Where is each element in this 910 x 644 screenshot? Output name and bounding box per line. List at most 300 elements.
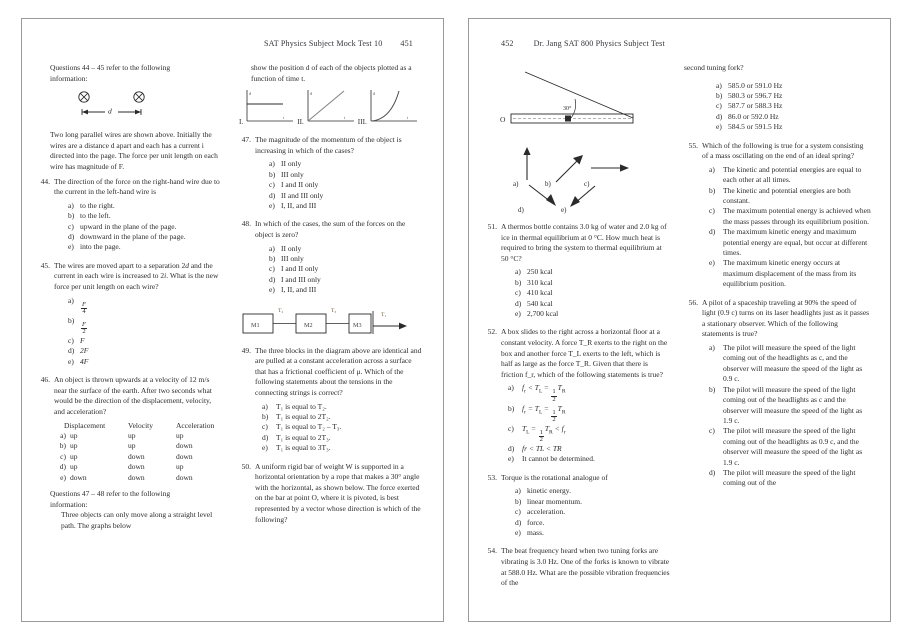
q45-part-a: The wires are moved apart to a separation 2 xyxy=(54,260,186,270)
question-54 xyxy=(483,546,670,588)
frac-numerator: 1 xyxy=(552,388,556,396)
choice-text: III only xyxy=(281,254,304,263)
choice-48-a[interactable] xyxy=(269,244,424,254)
question-46 xyxy=(36,375,223,417)
choice-47-c[interactable] xyxy=(269,180,424,190)
page-452-column-1 xyxy=(483,63,670,592)
row-label: b) xyxy=(59,441,66,451)
choice-52-a[interactable] xyxy=(508,383,670,403)
choice-49-b[interactable] xyxy=(262,412,424,422)
vector-label-e: e) xyxy=(561,206,567,214)
choice-text: to the left. xyxy=(80,211,111,221)
choice-51-a[interactable] xyxy=(515,267,670,277)
choice-label: e) xyxy=(716,122,722,132)
choice-55-c[interactable] xyxy=(709,206,871,227)
choice-47-a[interactable] xyxy=(269,159,424,169)
choice-text: The pilot will measure the speed of the light coming out of the xyxy=(723,467,856,488)
choice-47-b[interactable] xyxy=(269,170,424,180)
choice-44-b[interactable] xyxy=(68,211,223,221)
table-row[interactable] xyxy=(50,452,223,462)
choice-text: upward in the plane of the page. xyxy=(80,221,177,231)
q45-part-c: and the current in each wire is increased to 2 xyxy=(54,260,213,281)
choice-text: The maximum potential energy is achieved when the mass passes through its equilibrium position. xyxy=(723,206,871,226)
question-55-text: Which of the following is true for a system consisting of a mass oscillating on the end of an ideal spring? xyxy=(702,140,864,161)
question-49-number: 49. xyxy=(241,345,251,355)
intro-47-48-body: Three objects can only move along a straight level path. The graphs below xyxy=(61,510,213,530)
row-label: c) xyxy=(60,451,66,461)
choice-56-a[interactable] xyxy=(709,343,871,385)
choice-text: T₁ is equal to 3T₃. xyxy=(276,443,331,453)
question-52-choices xyxy=(483,383,670,464)
cell-velocity: down xyxy=(128,472,145,482)
choice-48-d[interactable] xyxy=(269,275,424,285)
choice-52-c[interactable] xyxy=(508,424,670,444)
question-44-choices xyxy=(36,201,223,253)
choice-47-d[interactable] xyxy=(269,191,424,201)
question-50 xyxy=(237,462,424,526)
choice-label: c) xyxy=(709,426,715,436)
cell-velocity: up xyxy=(128,430,136,440)
choice-label: b) xyxy=(515,496,522,506)
choice-label: a) xyxy=(68,295,74,305)
choice-label: e) xyxy=(68,356,74,366)
wire-distance-label: d xyxy=(108,106,112,116)
choice-55-e[interactable] xyxy=(709,258,871,289)
choice-text: II only xyxy=(281,159,302,169)
intro-47-48-cont-text: show the position d of each of the objects plotted as a function of time t. xyxy=(251,63,412,83)
choice-label: b) xyxy=(68,211,75,221)
q45-var-d: d xyxy=(185,260,189,270)
cell-displacement: down xyxy=(70,472,87,482)
choice-55-a[interactable] xyxy=(709,165,871,186)
choice-expression xyxy=(522,383,670,403)
choice-text: I and II only xyxy=(281,264,319,274)
question-48-number: 48. xyxy=(241,219,251,229)
choice-text: T₁ is equal to 2T₃. xyxy=(276,432,331,442)
choice-text: into the page. xyxy=(80,242,121,252)
choice-55-b[interactable] xyxy=(709,186,871,207)
choice-label: e) xyxy=(269,201,275,210)
choice-text: The pilot will measure the speed of the light coming out of the headlights as c and the observer will measure the speed of the light as 1.9 c. xyxy=(723,384,863,425)
cell-velocity: down xyxy=(128,451,145,461)
choice-label: d) xyxy=(262,432,269,442)
choice-label: d) xyxy=(709,227,716,237)
choice-label: a) xyxy=(269,243,275,253)
choice-text: 2,700 kcal xyxy=(527,309,559,318)
cell-displacement: up xyxy=(70,462,78,472)
expr-subscript: r xyxy=(524,388,526,395)
question-54-number: 54. xyxy=(487,546,497,556)
expr-symbol: T xyxy=(557,383,562,393)
question-48-choices xyxy=(237,244,424,296)
figure-parallel-wires xyxy=(36,88,223,122)
choice-text: 580.3 or 596.7 Hz xyxy=(728,91,783,100)
vector-label-c: c) xyxy=(584,180,590,188)
question-54-choices xyxy=(684,81,871,133)
question-50-text: A uniform rigid bar of weight W is supported in a horizontal orientation by a rope that makes a 30° angle with the horizontal, as shown below. The force exerted on the bar at point O, where it is pivoted, is best represented by a vector whose direction is which of the following? xyxy=(255,461,421,524)
expr-equals: = xyxy=(542,383,551,393)
intro-44-45-line2: information: xyxy=(50,73,88,83)
choice-fraction xyxy=(80,296,223,316)
column-header-displacement: Displacement xyxy=(64,420,106,430)
question-55 xyxy=(684,141,871,162)
choice-label: b) xyxy=(68,315,75,325)
three-blocks-svg xyxy=(241,304,416,338)
choice-text: I and III only xyxy=(281,274,321,284)
choice-56-c[interactable] xyxy=(709,426,871,468)
graph-II xyxy=(297,88,356,126)
row-label: e) xyxy=(60,472,66,482)
question-52 xyxy=(483,327,670,380)
expr-subscript: R xyxy=(561,388,566,395)
choice-51-d[interactable] xyxy=(515,299,670,309)
vector-label-a: a) xyxy=(513,180,519,188)
choice-label: d) xyxy=(716,111,723,121)
choice-label: c) xyxy=(68,221,74,231)
choice-text: 587.7 or 588.3 Hz xyxy=(728,101,783,111)
bar-angle-label: 30° xyxy=(563,106,572,112)
question-49-choices xyxy=(237,402,424,454)
question-48-text: In which of the cases, the sum of the forces on the object is zero? xyxy=(255,219,406,239)
choice-label: b) xyxy=(508,403,515,413)
choice-54-d[interactable] xyxy=(716,112,871,122)
choice-text: II only xyxy=(281,243,302,253)
question-54-text: The beat frequency heard when two tuning forks are vibrating is 3.0 Hz. One of the forks is known to vibrate at 588.0 Hz. What are the possible vibration frequencies of the xyxy=(501,546,670,588)
graph-II-svg xyxy=(304,88,356,126)
frac-denominator: 2 xyxy=(539,436,543,444)
running-head-left xyxy=(22,39,443,53)
choice-51-b[interactable] xyxy=(515,278,670,288)
graph-I xyxy=(239,88,295,126)
choice-text: The maximum kinetic energy occurs at maximum displacement of the mass from its equilibrium position. xyxy=(723,258,857,289)
question-47-number: 47. xyxy=(241,135,251,145)
choice-53-d[interactable] xyxy=(515,518,670,528)
block-label-M1: M1 xyxy=(251,321,260,329)
question-53-choices xyxy=(483,486,670,538)
row-label: d) xyxy=(59,462,66,472)
choice-label: a) xyxy=(709,343,715,353)
choice-text: T₁ is equal to T₂ – T₃. xyxy=(276,422,342,432)
svg-text:t: t xyxy=(343,115,345,121)
choice-51-c[interactable] xyxy=(515,288,670,298)
svg-text:t: t xyxy=(283,115,285,121)
choice-53-b[interactable] xyxy=(515,497,670,507)
choice-45-d[interactable] xyxy=(68,346,223,356)
intro-47-48-line2: information: xyxy=(50,499,88,509)
graph-I-label: I. xyxy=(239,118,244,127)
choice-54-b[interactable] xyxy=(716,91,871,101)
choice-label: c) xyxy=(262,422,268,432)
table-header-row xyxy=(50,421,223,431)
choice-49-a[interactable] xyxy=(262,402,424,412)
question-52-number: 52. xyxy=(487,327,497,337)
choice-44-d[interactable] xyxy=(68,232,223,242)
vector-label-b: b) xyxy=(545,180,551,188)
expr-symbol: T xyxy=(544,423,550,433)
question-47-text: The magnitude of the momentum of the object is increasing in which of the cases? xyxy=(255,135,402,155)
choice-text: The pilot will measure the speed of the light coming out of the headlights as c, and the observer will measure the speed of the light as 0.9 c. xyxy=(723,343,863,384)
choice-45-e[interactable] xyxy=(68,357,223,367)
question-53 xyxy=(483,473,670,484)
bar-pivot-label: O xyxy=(500,115,506,124)
question-51-choices xyxy=(483,267,670,319)
expr-relation: < T xyxy=(525,383,539,393)
page-number-452: 452 xyxy=(501,39,514,48)
choice-text: 410 kcal xyxy=(527,288,553,298)
choice-56-b[interactable] xyxy=(709,385,871,427)
table-row[interactable] xyxy=(50,462,223,472)
running-head-title: Dr. Jang SAT 800 Physics Subject Test xyxy=(533,39,665,48)
figure-pivoted-bar xyxy=(483,66,670,136)
figure-three-blocks xyxy=(241,304,424,338)
cell-acceleration: down xyxy=(176,472,193,482)
intro-44-45-body xyxy=(36,130,223,172)
choice-53-c[interactable] xyxy=(515,507,670,517)
choice-label: c) xyxy=(269,180,275,190)
question-51 xyxy=(483,222,670,264)
graph-I-svg xyxy=(243,88,295,126)
expr-symbol: T xyxy=(522,423,527,433)
choice-49-d[interactable] xyxy=(262,433,424,443)
frac-denominator: 2 xyxy=(552,395,556,403)
question-44-text: The direction of the force on the right-hand wire due to the current in the left-hand wire is xyxy=(54,176,220,197)
choice-label: b) xyxy=(709,185,716,195)
cell-velocity: up xyxy=(128,441,136,451)
expr-relation: = T xyxy=(525,403,539,413)
question-56-text: A pilot of a spaceship traveling at 90% the speed of light (0.9 c) turns on its laser headlights just as it passes a stationary observer. Which of the following statements is true? xyxy=(702,297,870,339)
choice-label: c) xyxy=(709,206,715,216)
choice-label: d) xyxy=(709,467,716,477)
choice-52-d[interactable] xyxy=(508,444,670,454)
choice-text: I, II, and III xyxy=(281,201,317,210)
choice-text: 584.5 or 591.5 Hz xyxy=(728,122,783,132)
choice-label: a) xyxy=(508,383,514,393)
question-56-choices xyxy=(684,343,871,489)
frac-denominator: 2 xyxy=(552,416,556,424)
choice-expression xyxy=(522,424,670,444)
choice-text: The pilot will measure the speed of the light coming out of the headlights as 0.9 c, and the observer will measure the speed of the light as 1.9 c. xyxy=(723,426,863,467)
question-50-number: 50. xyxy=(241,461,251,471)
choice-54-a[interactable] xyxy=(716,81,871,91)
choice-text: The kinetic and potential energies are both constant. xyxy=(723,185,851,206)
page-451-columns xyxy=(22,53,443,535)
choice-text: The kinetic and potential energies are equal to each other at all times. xyxy=(723,164,862,185)
figure-vector-choices xyxy=(483,142,670,214)
choice-44-e[interactable] xyxy=(68,242,223,252)
choice-text: F xyxy=(80,335,85,345)
choice-label: e) xyxy=(508,454,514,464)
expr-tail: < f xyxy=(552,423,564,433)
figure-position-time-graphs xyxy=(239,88,424,126)
choice-55-d[interactable] xyxy=(709,227,871,258)
choice-text: linear momentum. xyxy=(527,496,582,506)
expr-subscript: R xyxy=(561,409,566,416)
q45-part-e: . What is the new force per unit length on each wire? xyxy=(54,271,219,291)
choice-text: T₁ is equal to T₂. xyxy=(276,401,327,411)
cell-acceleration: down xyxy=(176,451,193,461)
choice-49-c[interactable] xyxy=(262,422,424,432)
cell-acceleration: up xyxy=(176,462,184,472)
choice-label: b) xyxy=(262,412,269,421)
block-label-M3: M3 xyxy=(353,321,362,329)
choice-text: 310 kcal xyxy=(527,277,553,287)
choice-label: d) xyxy=(269,274,276,284)
choice-52-e[interactable] xyxy=(508,454,670,464)
choice-text: T₁ is equal to 2T₂. xyxy=(276,412,331,421)
choice-expression xyxy=(522,404,670,424)
page-451 xyxy=(21,18,444,622)
row-label: a) xyxy=(60,430,66,440)
choice-label: a) xyxy=(262,401,268,411)
choice-label: a) xyxy=(68,200,74,210)
table-row[interactable] xyxy=(50,473,223,483)
cell-velocity: down xyxy=(128,462,145,472)
choice-51-e[interactable] xyxy=(515,309,670,319)
choice-text: 86.0 or 592.0 Hz xyxy=(728,111,779,121)
intro-47-48 xyxy=(36,489,223,531)
choice-54-c[interactable] xyxy=(716,101,871,111)
choice-text: 4F xyxy=(80,356,89,366)
question-46-text: An object is thrown upwards at a velocity of 12 m/s near the surface of the earth. After two seconds what would be the direction of the displacement, velocity, and acceleration? xyxy=(54,375,212,416)
choice-47-e[interactable] xyxy=(269,201,424,211)
choice-label: d) xyxy=(508,443,515,453)
question-53-number: 53. xyxy=(487,472,497,482)
intro-44-45-line1: Questions 44 – 45 refer to the following xyxy=(50,63,171,72)
choice-label: d) xyxy=(68,231,75,241)
tension-label-T3: T₃ xyxy=(331,307,337,314)
page-451-column-2 xyxy=(237,63,424,535)
question-51-text: A thermos bottle contains 3.0 kg of water and 2.0 kg of ice in thermal equilibrium at 0 °C. How much heat is required to bring the system to thermal equilibrium at 50 °C? xyxy=(501,222,667,263)
tension-label-T1: T₁ xyxy=(381,311,387,318)
choice-label: b) xyxy=(269,169,276,179)
intro-44-45-body-text: Two long parallel wires are shown above. Initially the wires are a distance d apart and each has a current i directed into the page. The force per unit length on each wire has magnitude of F. xyxy=(50,130,218,171)
graph-III-label: III. xyxy=(357,118,367,127)
frac-denominator: 2 xyxy=(82,328,86,336)
choice-label: e) xyxy=(269,285,275,295)
choice-label: c) xyxy=(515,288,521,298)
choice-text: II and III only xyxy=(281,190,324,200)
graph-III xyxy=(358,88,419,126)
choice-45-b[interactable] xyxy=(68,316,223,336)
choice-48-b[interactable] xyxy=(269,254,424,264)
choice-fraction xyxy=(80,316,223,336)
frac-numerator: F xyxy=(82,300,87,308)
question-52-text: A box slides to the right across a horizontal floor at a constant velocity. A force T_R exerts to the right on the box and another force T_L exerts to the left, which is half as large as the force T_R. Given that there is friction f_r, which of the following statements is true? xyxy=(501,327,668,379)
choice-label: e) xyxy=(709,258,715,268)
choice-label: a) xyxy=(515,486,521,496)
expr-subscript: R xyxy=(549,429,553,436)
question-56-number: 56. xyxy=(688,297,698,307)
question-55-choices xyxy=(684,165,871,290)
question-45-text xyxy=(54,261,223,293)
choice-44-a[interactable] xyxy=(68,201,223,211)
cell-displacement: up xyxy=(70,451,78,461)
expr-subscript: r xyxy=(524,409,526,416)
choice-text: 585.0 or 591.0 Hz xyxy=(728,80,783,90)
expr-relation: = xyxy=(529,423,538,433)
frac-numerator: F xyxy=(82,320,87,328)
choice-label: e) xyxy=(262,443,268,453)
choice-label: d) xyxy=(515,517,522,527)
choice-text: 2F xyxy=(80,346,89,356)
choice-label: c) xyxy=(515,507,521,517)
choice-53-e[interactable] xyxy=(515,528,670,538)
choice-text: I and II only xyxy=(281,180,319,190)
question-47-choices xyxy=(237,159,424,211)
question-44 xyxy=(36,177,223,198)
choice-54-e[interactable] xyxy=(716,122,871,132)
choice-label: d) xyxy=(269,190,276,200)
question-54-continued: second tuning fork? xyxy=(684,63,744,72)
frac-numerator: 1 xyxy=(552,408,556,416)
cell-displacement: up xyxy=(70,441,78,451)
table-row[interactable] xyxy=(50,441,223,451)
svg-text:d: d xyxy=(249,91,252,97)
choice-44-c[interactable] xyxy=(68,222,223,232)
expr-symbol: f xyxy=(522,403,525,413)
question-49 xyxy=(237,346,424,399)
choice-label: d) xyxy=(68,346,75,356)
graph-II-label: II. xyxy=(297,118,304,127)
question-45 xyxy=(36,261,223,293)
page-451-column-1 xyxy=(36,63,223,535)
expr-symbol: f xyxy=(522,383,525,393)
choice-text: 250 kcal xyxy=(527,267,553,277)
question-55-number: 55. xyxy=(688,140,698,150)
choice-48-c[interactable] xyxy=(269,264,424,274)
choice-49-e[interactable] xyxy=(262,443,424,453)
choice-45-c[interactable] xyxy=(68,336,223,346)
column-header-acceleration: Acceleration xyxy=(176,420,215,430)
expr-subscript: r xyxy=(563,429,566,436)
expr-subscript: L xyxy=(538,409,543,416)
tension-label-T2: T₂ xyxy=(278,307,284,314)
parallel-wires-svg xyxy=(36,88,186,122)
choice-52-b[interactable] xyxy=(508,404,670,424)
choice-text: I, II, and III xyxy=(281,285,317,295)
choice-label: e) xyxy=(515,527,521,537)
choice-53-a[interactable] xyxy=(515,486,670,496)
running-head-title: SAT Physics Subject Mock Test 10 xyxy=(264,39,383,48)
choice-text: The maximum kinetic energy and maximum potential energy are equal, but occur at different times. xyxy=(723,227,868,258)
question-47 xyxy=(237,135,424,156)
question-45-number: 45. xyxy=(40,260,50,270)
question-46-answer-table xyxy=(36,421,223,483)
question-49-text: The three blocks in the diagram above are identical and are pulled at a constant acceleration across a surface that has a frictional coefficient of μ. Which of the following statements about the tensions in the connecting strings is correct? xyxy=(255,345,422,397)
vector-label-d: d) xyxy=(518,206,524,214)
svg-text:t: t xyxy=(406,115,408,121)
choice-label: a) xyxy=(515,267,521,277)
choice-45-a[interactable] xyxy=(68,296,223,316)
choice-text: mass. xyxy=(527,527,544,537)
choice-56-d[interactable] xyxy=(709,468,871,489)
choice-text: It cannot be determined. xyxy=(522,454,595,464)
choice-text: downward in the plane of the page. xyxy=(80,231,186,241)
choice-label: a) xyxy=(716,80,722,90)
choice-text: fr < TL < TR xyxy=(522,443,562,453)
choice-text: III only xyxy=(281,169,304,179)
page-452-column-2 xyxy=(684,63,871,592)
cell-acceleration: down xyxy=(176,441,193,451)
table-row[interactable] xyxy=(50,431,223,441)
choice-48-e[interactable] xyxy=(269,285,424,295)
choice-label: c) xyxy=(508,423,514,433)
expr-subscript: L xyxy=(526,429,530,436)
question-48 xyxy=(237,219,424,240)
choice-label: c) xyxy=(269,264,275,274)
question-53-text: Torque is the rotational analogue of xyxy=(501,472,608,482)
choice-label: a) xyxy=(269,159,275,169)
